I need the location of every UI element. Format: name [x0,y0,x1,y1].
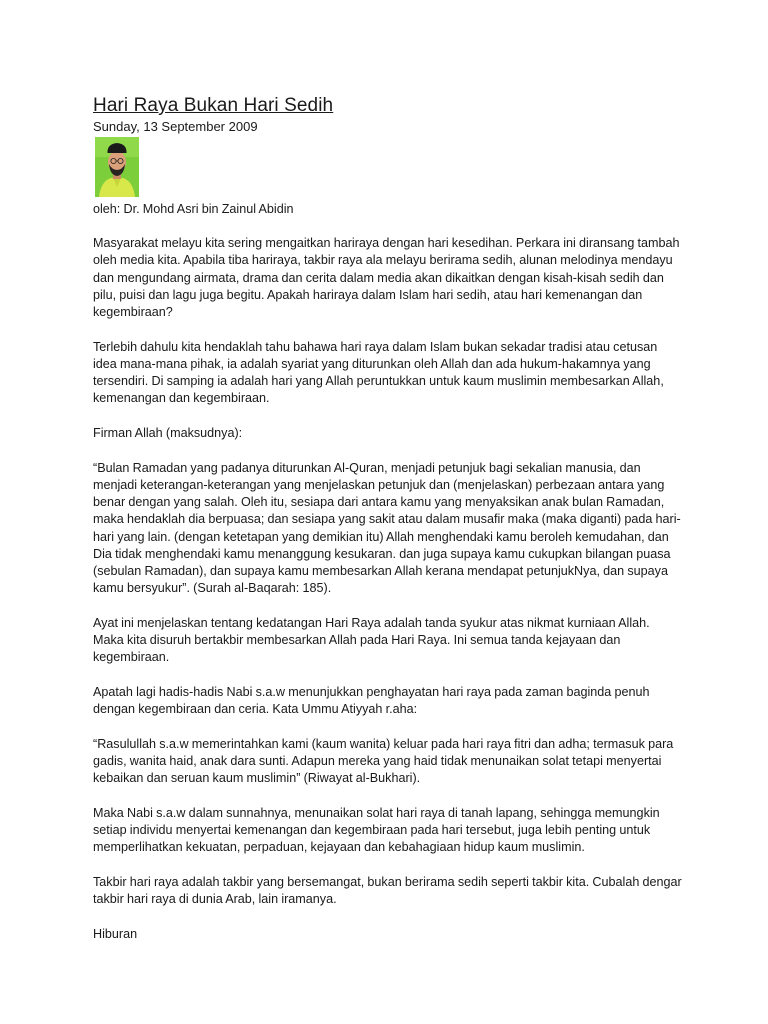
article [93,94,683,943]
paragraph-5: Ayat ini menjelaskan tentang kedatangan Hari Raya adalah tanda syukur atas nikmat kurniaan Allah. Maka kita disuruh bertakbir membesarkan Allah pada Hari Raya. Ini semua tanda kejayaan dan kegembiraan. [93,615,650,665]
paragraph-9: Takbir hari raya adalah takbir yang bersemangat, bukan berirama sedih seperti takbir kita. Cubalah dengar takbir hari raya di dunia Arab, lain iramanya. [93,875,682,907]
paragraph-6: Apatah lagi hadis-hadis Nabi s.a.w menunjukkan penghayatan hari raya pada zaman baginda penuh dengan kegembiraan dan ceria. Kata Ummu Atiyyah r.aha: [93,684,650,717]
author-line: oleh: Dr. Mohd Asri bin Zainul Abidin [93,202,294,216]
paragraph-3: Firman Allah (maksudnya): [93,426,243,441]
quote-surah: “Bulan Ramadan yang padanya diturunkan Al-Quran, menjadi petunjuk bagi sekalian manusia, dan menjadi keterangan-keterangan yang menjelaskan petunjuk dan (menjelaskan) perbezaan antara yang benar dengan yang salah. Oleh itu, sesiapa dari antara kamu yang menyaksikan anak bulan Ramadan, maka hendaklah dia berpuasa; dan sesiapa yang sakit atau dalam musafir maka (maka diganti) pada hari-hari yang lain. (dengan ketetapan yang demikian itu) Allah menghendaki kamu beroleh kemudahan, dan Dia tidak menghendaki kamu menanggung kesukaran. dan juga supaya kamu cukupkan bilangan puasa (sebulan Ramadan), dan supaya kamu membesarkan Allah kerana mendapat petunjukNya, dan supaya kamu bersyukur”. (Surah al-Baqarah: 185). [93,460,681,596]
paragraph-2: Terlebih dahulu kita hendaklah tahu bahawa hari raya dalam Islam bukan sekadar tradisi atau cetusan idea mana-mana pihak, ia adalah syariat yang diturunkan oleh Allah dan ada hukum-hakamnya yang tersendiri. Di samping ia adalah hari yang Allah peruntukkan untuk kaum muslimin membesarkan Allah, kemenangan dan kegembiraan. [93,339,664,406]
paragraph-1: Masyarakat melayu kita sering mengaitkan hariraya dengan hari kesedihan. Perkara ini diransang tambah oleh media kita. Apabila tiba hariraya, takbir raya ala melayu berirama sedih, alunan melodinya mendayu dan mengundang airmata, drama dan cerita dalam media akan dikaitkan dengan kisah-kisah sedih dan pilu, puisi dan lagu juga begitu. Apakah hariraya dalam Islam hari sedih, atau hari kemenangan dan kegembiraan? [93,236,680,320]
quote-hadith: “Rasulullah s.a.w memerintahkan kami (kaum wanita) keluar pada hari raya fitri dan adha; termasuk para gadis, wanita haid, anak dara sunti. Adapun mereka yang haid tidak menunaikan solat tetapi menyertai kebaikan dan seruan kaum muslimin” (Riwayat al-Bukhari). [93,736,674,786]
author-photo [95,137,139,197]
section-heading: Hiburan [93,927,138,941]
paragraph-8: Maka Nabi s.a.w dalam sunnahnya, menunaikan solat hari raya di tanah lapang, sehingga memungkin setiap individu menyertai kemenangan dan kegembiraan pada hari tersebut, juga lebih penting untuk memperlihatkan kekuatan, perpaduan, kejayaan dan kebahagiaan hidup kaum muslimin. [93,805,660,855]
article-date: Sunday, 13 September 2009 [93,119,258,134]
article-title: Hari Raya Bukan Hari Sedih [93,95,334,116]
